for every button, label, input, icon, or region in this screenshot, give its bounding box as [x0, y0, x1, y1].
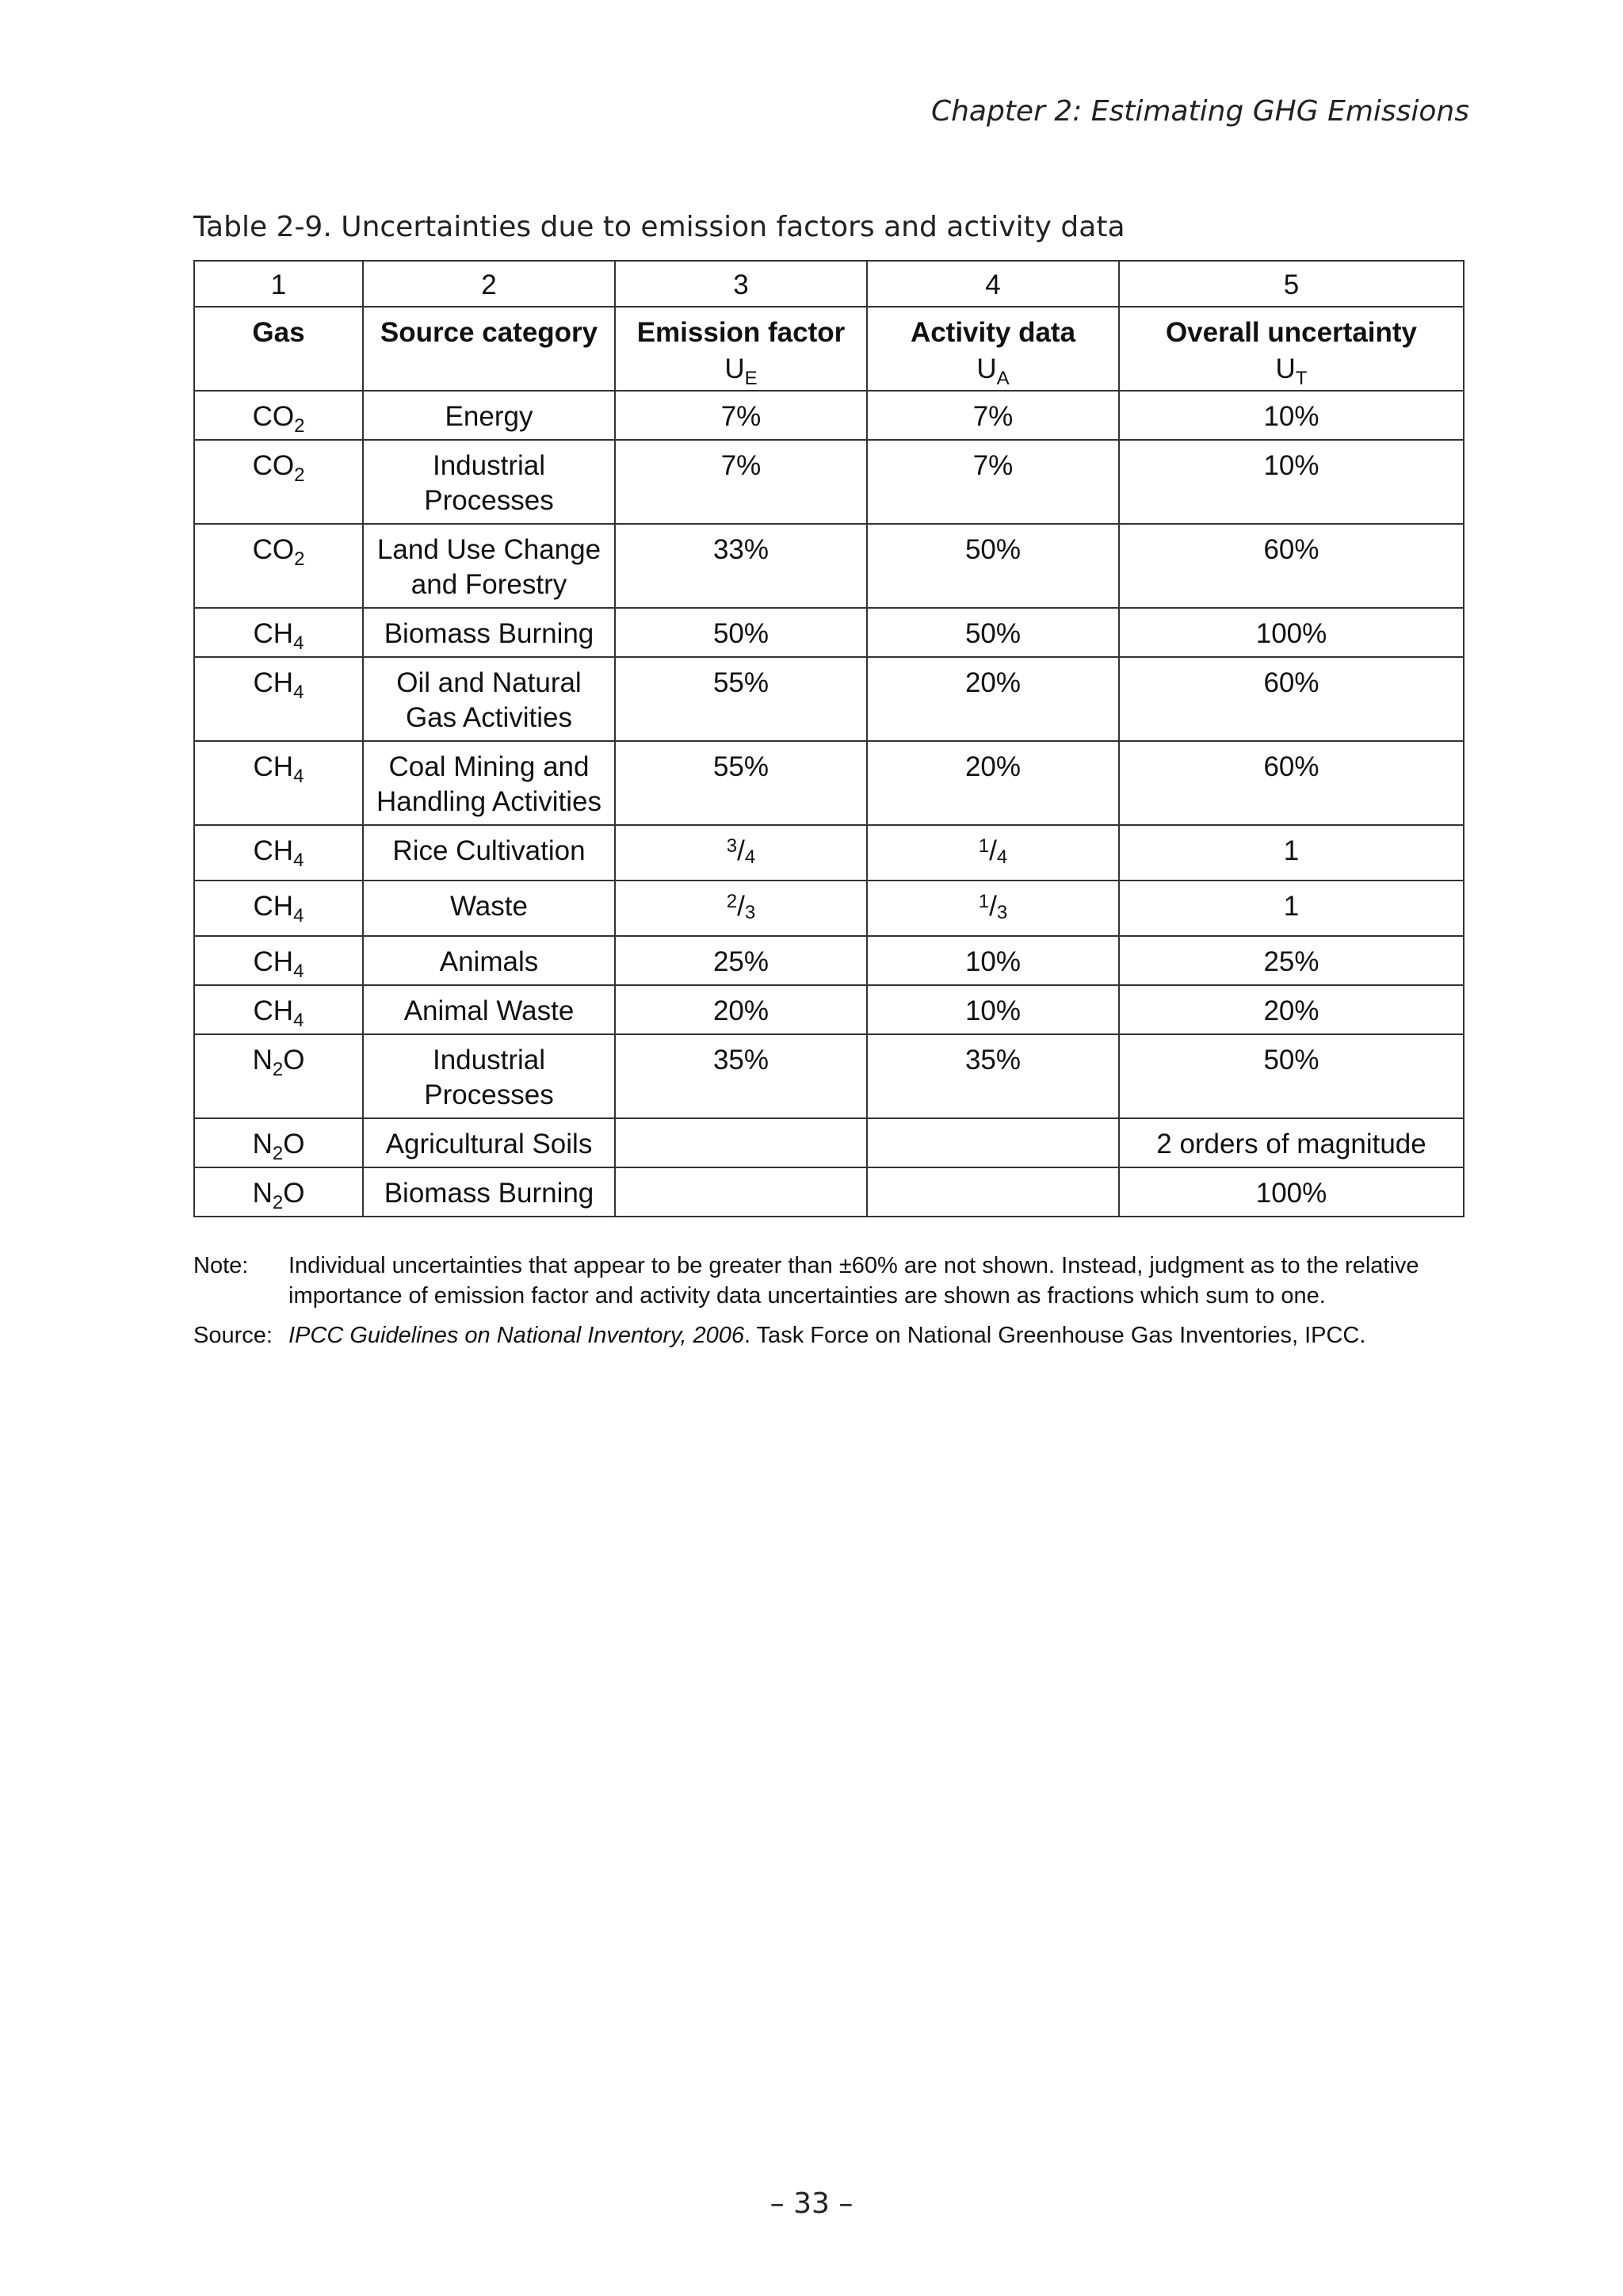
- gas-formula: CH: [253, 891, 294, 922]
- activity-data-cell: [867, 1167, 1119, 1217]
- source-line: Handling Activities: [376, 786, 602, 817]
- overall-uncertainty-cell: [1119, 825, 1464, 881]
- gas-formula: CH: [253, 835, 294, 866]
- gas-cell: [194, 657, 363, 741]
- source-category-cell: [363, 608, 615, 657]
- overall-uncertainty-cell: [1119, 657, 1464, 741]
- header-emission-factor: [615, 307, 867, 391]
- gas-formula-tail: O: [283, 1129, 305, 1159]
- emission-factor-cell-value: 35%: [712, 1045, 769, 1075]
- fraction-numerator: 1: [978, 835, 990, 857]
- gas-subscript: 4: [293, 1010, 304, 1031]
- fraction-denominator: 4: [996, 846, 1008, 868]
- table-notes: [193, 1251, 1477, 1360]
- activity-data-cell: [867, 391, 1119, 440]
- activity-data-cell-value: 7%: [972, 450, 1014, 481]
- gas-formula: CO: [252, 534, 295, 565]
- table-caption: Table 2-9. Uncertainties due to emission factors and activity data: [193, 211, 1125, 243]
- activity-data-cell-value: 20%: [964, 751, 1022, 782]
- emission-factor-cell-value: 55%: [712, 667, 769, 698]
- table-row: [194, 391, 1464, 440]
- note-row: [193, 1251, 1477, 1311]
- fraction-denominator: 3: [996, 902, 1008, 923]
- running-header: Chapter 2: Estimating GHG Emissions: [930, 95, 1469, 128]
- source-category-cell: [363, 524, 615, 608]
- overall-uncertainty-value: 60%: [1263, 667, 1319, 698]
- gas-cell: [194, 440, 363, 524]
- activity-data-cell: [867, 657, 1119, 741]
- overall-uncertainty-value: 60%: [1263, 751, 1319, 782]
- column-number-row: [194, 261, 1464, 307]
- activity-data-cell: [867, 741, 1119, 825]
- source-line: Gas Activities: [405, 702, 573, 733]
- emission-factor-cell: [615, 1118, 867, 1167]
- overall-uncertainty-cell: [1119, 1118, 1464, 1167]
- table-row: [194, 608, 1464, 657]
- fraction-slash: /: [737, 891, 745, 922]
- overall-uncertainty-value: 20%: [1263, 995, 1319, 1026]
- source-line: Agricultural Soils: [385, 1129, 593, 1159]
- emission-factor-cell: [615, 524, 867, 608]
- column-number: 4: [867, 261, 1119, 307]
- gas-subscript: 4: [293, 905, 304, 926]
- gas-subscript: 2: [272, 1059, 284, 1080]
- gas-cell: [194, 608, 363, 657]
- emission-factor-cell: [615, 391, 867, 440]
- activity-data-cell: [867, 825, 1119, 881]
- activity-data-cell-value: 7%: [972, 401, 1014, 432]
- gas-subscript: 2: [272, 1143, 284, 1164]
- header-label: Activity data: [910, 317, 1076, 348]
- fraction-numerator: 3: [726, 835, 738, 857]
- source-line: Processes: [424, 1079, 554, 1110]
- gas-subscript: 4: [293, 632, 304, 654]
- gas-subscript: 2: [294, 548, 305, 570]
- source-title: IPCC Guidelines on National Inventory, 2006: [288, 1323, 744, 1348]
- gas-cell: [194, 741, 363, 825]
- emission-factor-cell-value: 55%: [712, 751, 769, 782]
- gas-cell: [194, 1118, 363, 1167]
- gas-formula: CO: [252, 401, 295, 432]
- table-row: [194, 1034, 1464, 1118]
- activity-data-cell-value: 35%: [964, 1045, 1022, 1075]
- gas-cell: [194, 881, 363, 936]
- activity-data-cell-value: 20%: [964, 667, 1022, 698]
- header-gas: [194, 307, 363, 391]
- source-category-cell: [363, 985, 615, 1034]
- overall-uncertainty-cell: [1119, 1167, 1464, 1217]
- overall-uncertainty-value: 10%: [1263, 401, 1319, 432]
- overall-uncertainty-cell: [1119, 391, 1464, 440]
- gas-cell: [194, 1034, 363, 1118]
- gas-formula: N: [252, 1045, 273, 1075]
- table-row: [194, 825, 1464, 881]
- activity-data-cell-value: 50%: [964, 618, 1022, 649]
- gas-formula: CH: [253, 751, 294, 782]
- activity-data-cell-value: 10%: [964, 946, 1022, 977]
- source-line: Industrial: [432, 1045, 546, 1075]
- overall-uncertainty-cell: [1119, 985, 1464, 1034]
- activity-data-cell: [867, 1034, 1119, 1118]
- overall-uncertainty-cell: [1119, 936, 1464, 985]
- emission-factor-cell: [615, 741, 867, 825]
- emission-factor-cell: [615, 881, 867, 936]
- table-row: [194, 985, 1464, 1034]
- source-line: Industrial: [432, 450, 546, 481]
- column-header-row: [194, 307, 1464, 391]
- gas-cell: [194, 524, 363, 608]
- activity-data-cell: [867, 608, 1119, 657]
- overall-uncertainty-cell: [1119, 440, 1464, 524]
- gas-subscript: 4: [293, 850, 304, 871]
- source-line: Animal Waste: [403, 995, 575, 1026]
- gas-formula: CO: [252, 450, 295, 481]
- overall-uncertainty-value: 10%: [1263, 450, 1319, 481]
- overall-uncertainty-value: 100%: [1255, 1178, 1327, 1209]
- gas-formula: CH: [253, 946, 294, 977]
- activity-data-cell: [867, 1118, 1119, 1167]
- overall-uncertainty-cell: [1119, 1034, 1464, 1118]
- header-label: Gas: [252, 317, 305, 348]
- emission-factor-cell: [615, 1167, 867, 1217]
- fraction-slash: /: [989, 835, 997, 866]
- source-text: [288, 1320, 1477, 1350]
- overall-uncertainty-value: 60%: [1263, 534, 1319, 565]
- note-label: Note:: [193, 1253, 249, 1278]
- column-number: 3: [615, 261, 867, 307]
- gas-cell: [194, 1167, 363, 1217]
- gas-formula: N: [252, 1129, 273, 1159]
- header-label: Overall uncertainty: [1165, 317, 1418, 348]
- source-category-cell: [363, 440, 615, 524]
- gas-formula: CH: [253, 667, 294, 698]
- header-overall-uncertainty: [1119, 307, 1464, 391]
- table-row: [194, 524, 1464, 608]
- header-symbol: $U_E$: [724, 353, 758, 389]
- overall-uncertainty-cell: [1119, 608, 1464, 657]
- overall-uncertainty-value: 50%: [1263, 1045, 1319, 1075]
- table-row: [194, 1118, 1464, 1167]
- column-number: 2: [363, 261, 615, 307]
- activity-data-cell-value: 50%: [964, 534, 1022, 565]
- overall-uncertainty-value: 2 orders of magnitude: [1156, 1129, 1426, 1159]
- gas-cell: [194, 936, 363, 985]
- gas-formula-tail: O: [283, 1178, 305, 1209]
- emission-factor-cell-value: 20%: [712, 995, 769, 1026]
- source-line: Processes: [424, 485, 554, 516]
- source-category-cell: [363, 657, 615, 741]
- gas-subscript: 4: [293, 961, 304, 982]
- source-line: Animals: [439, 946, 539, 977]
- note-text: Individual uncertainties that appear to be greater than ±60% are not shown. Instead, judgment as to the relative importance of emission factor and activity data uncertainties are shown as fractions which sum to one.: [288, 1253, 1419, 1308]
- source-line: Biomass Burning: [384, 1178, 594, 1209]
- fraction-denominator: 4: [744, 846, 756, 868]
- column-number: 1: [194, 261, 363, 307]
- source-line: Rice Cultivation: [392, 835, 586, 866]
- overall-uncertainty-value: 1: [1283, 835, 1300, 866]
- source-line: Oil and Natural: [396, 667, 582, 698]
- gas-formula: CH: [253, 995, 294, 1026]
- emission-factor-cell-value: 7%: [720, 401, 762, 432]
- source-row: [193, 1320, 1477, 1350]
- emission-factor-cell: [615, 936, 867, 985]
- header-source-category: [363, 307, 615, 391]
- uncertainty-table: [193, 260, 1465, 1217]
- gas-formula-tail: O: [283, 1045, 305, 1075]
- table-row: [194, 657, 1464, 741]
- overall-uncertainty-value: 1: [1283, 891, 1300, 922]
- gas-subscript: 4: [293, 682, 304, 703]
- gas-subscript: 2: [272, 1192, 284, 1213]
- overall-uncertainty-cell: [1119, 741, 1464, 825]
- gas-cell: [194, 825, 363, 881]
- source-category-cell: [363, 936, 615, 985]
- source-line: and Forestry: [411, 569, 567, 600]
- emission-factor-cell: [615, 440, 867, 524]
- table-row: [194, 741, 1464, 825]
- source-label: Source:: [193, 1323, 273, 1348]
- emission-factor-cell-value: 25%: [712, 946, 769, 977]
- overall-uncertainty-cell: [1119, 881, 1464, 936]
- table-row: [194, 881, 1464, 936]
- emission-factor-cell: [615, 1034, 867, 1118]
- source-line: Waste: [450, 891, 528, 922]
- source-line: Biomass Burning: [384, 618, 594, 649]
- fraction-numerator: 2: [726, 891, 738, 912]
- table-row: [194, 936, 1464, 985]
- fraction-slash: /: [989, 891, 997, 922]
- source-line: Land Use Change: [376, 534, 601, 565]
- emission-factor-cell: [615, 825, 867, 881]
- source-category-cell: [363, 391, 615, 440]
- fraction-slash: /: [737, 835, 745, 866]
- fraction-numerator: 1: [978, 891, 990, 912]
- emission-factor-cell-value: 7%: [720, 450, 762, 481]
- gas-subscript: 2: [294, 415, 305, 437]
- activity-data-cell: [867, 440, 1119, 524]
- gas-cell: [194, 985, 363, 1034]
- fraction-denominator: 3: [744, 902, 756, 923]
- header-activity-data: [867, 307, 1119, 391]
- header-symbol: $U_A$: [976, 353, 1010, 389]
- emission-factor-cell: [615, 985, 867, 1034]
- header-symbol: $U_T$: [1275, 353, 1308, 389]
- emission-factor-cell-value: 33%: [712, 534, 769, 565]
- emission-factor-cell: [615, 657, 867, 741]
- activity-data-cell-value: 10%: [964, 995, 1022, 1026]
- gas-subscript: 4: [293, 766, 304, 787]
- emission-factor-cell: [615, 608, 867, 657]
- source-category-cell: [363, 1034, 615, 1118]
- table-row: [194, 440, 1464, 524]
- activity-data-cell: [867, 881, 1119, 936]
- overall-uncertainty-value: 25%: [1263, 946, 1319, 977]
- column-number: 5: [1119, 261, 1464, 307]
- gas-subscript: 2: [294, 464, 305, 486]
- source-category-cell: [363, 881, 615, 936]
- source-category-cell: [363, 1167, 615, 1217]
- source-category-cell: [363, 825, 615, 881]
- source-line: Energy: [445, 401, 533, 432]
- overall-uncertainty-value: 100%: [1255, 618, 1327, 649]
- activity-data-cell: [867, 985, 1119, 1034]
- source-line: Coal Mining and: [388, 751, 590, 782]
- activity-data-cell: [867, 936, 1119, 985]
- gas-formula: CH: [253, 618, 294, 649]
- activity-data-cell: [867, 524, 1119, 608]
- gas-cell: [194, 391, 363, 440]
- page-number: – 33 –: [769, 2187, 854, 2220]
- gas-formula: N: [252, 1178, 273, 1209]
- header-label: Emission factor: [636, 317, 846, 348]
- table-row: [194, 1167, 1464, 1217]
- overall-uncertainty-cell: [1119, 524, 1464, 608]
- source-category-cell: [363, 741, 615, 825]
- source-category-cell: [363, 1118, 615, 1167]
- emission-factor-cell-value: 50%: [712, 618, 769, 649]
- source-rest: . Task Force on National Greenhouse Gas Inventories, IPCC.: [743, 1323, 1366, 1348]
- header-label: Source category: [380, 317, 598, 348]
